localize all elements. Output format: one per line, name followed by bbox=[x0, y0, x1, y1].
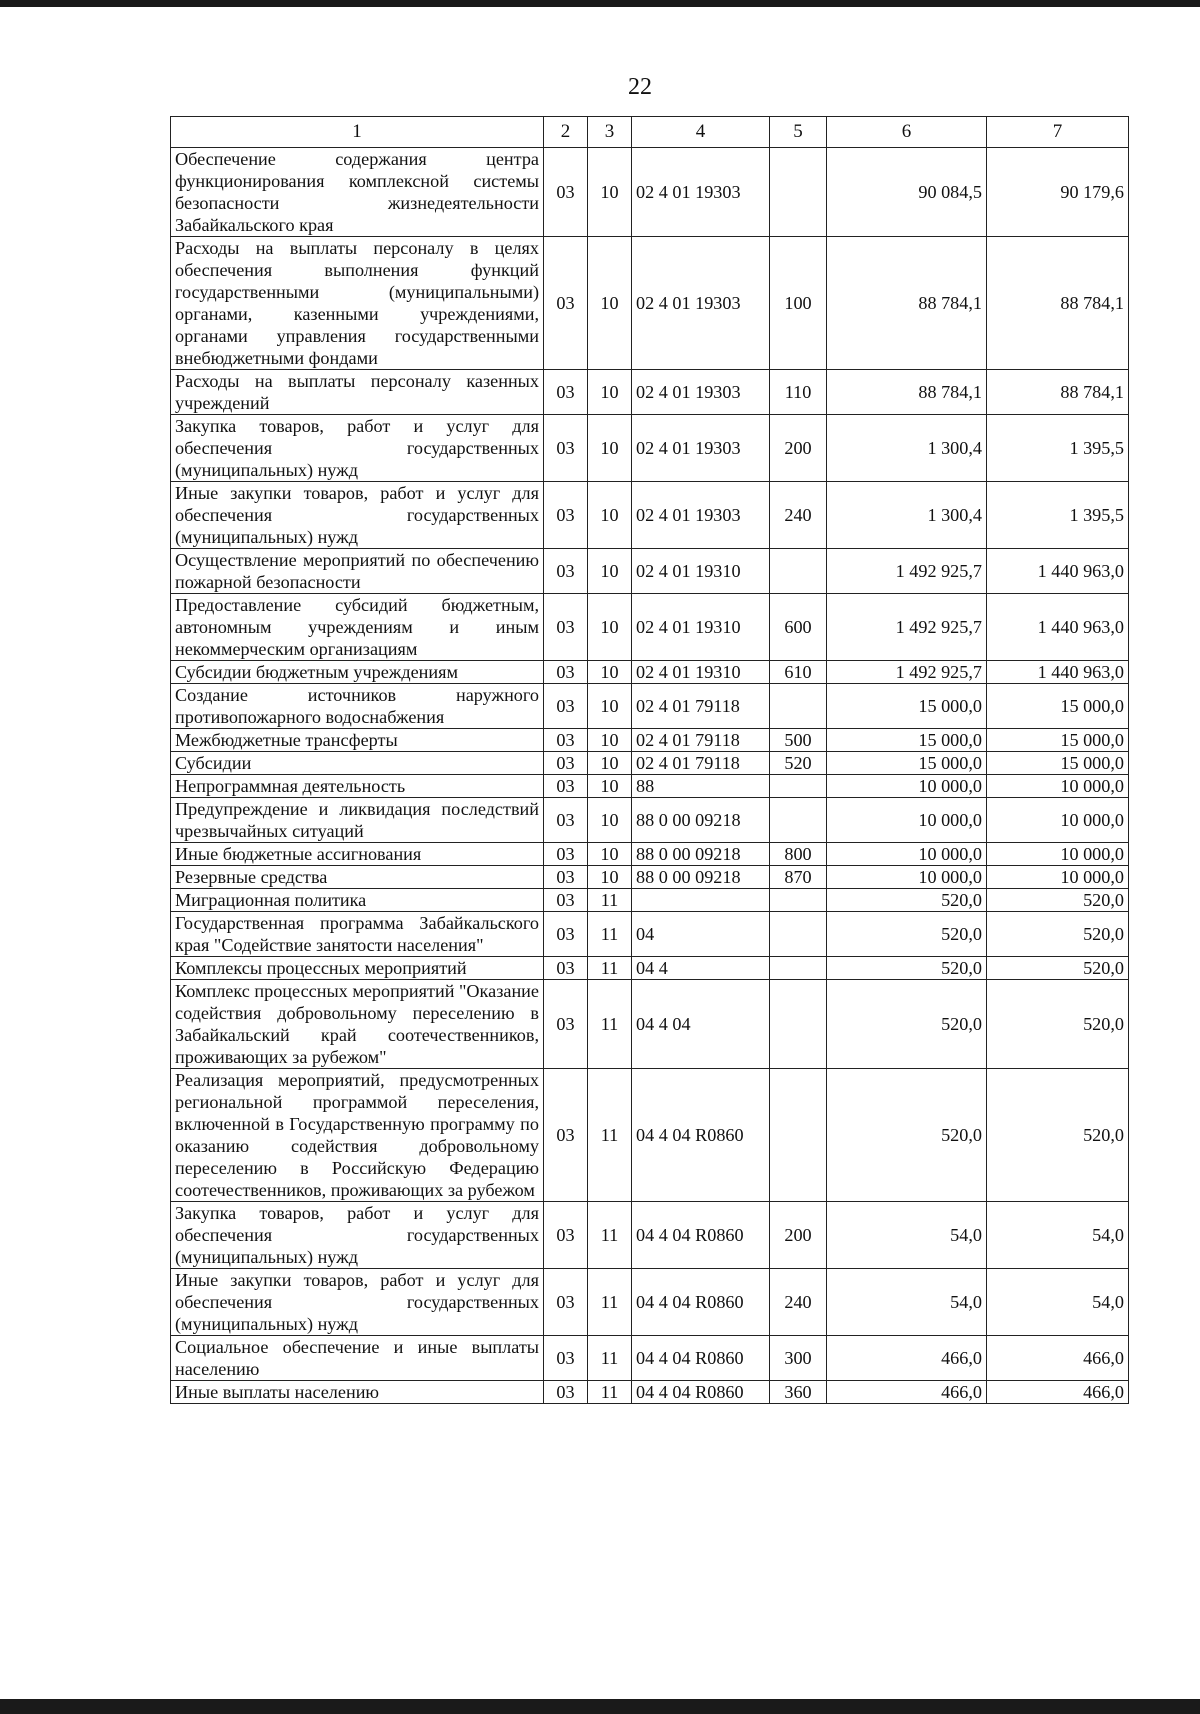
expense-type-code: 800 bbox=[770, 843, 827, 866]
row-description: Иные бюджетные ассигнования bbox=[171, 843, 544, 866]
section-code: 03 bbox=[544, 912, 588, 957]
column-header: 3 bbox=[588, 117, 632, 148]
row-description: Создание источников наружного противопожарного водоснабжения bbox=[171, 684, 544, 729]
section-code: 03 bbox=[544, 1269, 588, 1336]
subsection-code: 11 bbox=[588, 1336, 632, 1381]
table-row bbox=[171, 752, 1129, 775]
expense-type-code: 610 bbox=[770, 661, 827, 684]
expense-type-code: 240 bbox=[770, 482, 827, 549]
column-header: 4 bbox=[632, 117, 770, 148]
amount-year-2: 88 784,1 bbox=[987, 370, 1129, 415]
table-row bbox=[171, 980, 1129, 1069]
amount-year-1: 15 000,0 bbox=[827, 752, 987, 775]
table-row bbox=[171, 237, 1129, 370]
amount-year-2: 466,0 bbox=[987, 1336, 1129, 1381]
target-article-code: 04 bbox=[632, 912, 770, 957]
amount-year-2: 520,0 bbox=[987, 980, 1129, 1069]
budget-table bbox=[170, 116, 1129, 1404]
subsection-code: 11 bbox=[588, 1202, 632, 1269]
row-description: Государственная программа Забайкальского края "Содействие занятости населения" bbox=[171, 912, 544, 957]
subsection-code: 10 bbox=[588, 798, 632, 843]
table-row bbox=[171, 661, 1129, 684]
row-description: Иные закупки товаров, работ и услуг для обеспечения государственных (муниципальных) нужд bbox=[171, 1269, 544, 1336]
row-description: Предупреждение и ликвидация последствий чрезвычайных ситуаций bbox=[171, 798, 544, 843]
section-code: 03 bbox=[544, 549, 588, 594]
subsection-code: 10 bbox=[588, 752, 632, 775]
amount-year-2: 520,0 bbox=[987, 889, 1129, 912]
amount-year-2: 15 000,0 bbox=[987, 729, 1129, 752]
expense-type-code bbox=[770, 549, 827, 594]
subsection-code: 10 bbox=[588, 684, 632, 729]
subsection-code: 10 bbox=[588, 775, 632, 798]
expense-type-code: 200 bbox=[770, 1202, 827, 1269]
expense-type-code bbox=[770, 980, 827, 1069]
section-code: 03 bbox=[544, 1202, 588, 1269]
amount-year-1: 1 492 925,7 bbox=[827, 549, 987, 594]
subsection-code: 10 bbox=[588, 482, 632, 549]
amount-year-1: 466,0 bbox=[827, 1381, 987, 1404]
row-description: Расходы на выплаты персоналу в целях обеспечения выполнения функций государственными (муниципальными) органами, казенными учреждениями, органами управления государственными внебюджетными фондами bbox=[171, 237, 544, 370]
amount-year-2: 10 000,0 bbox=[987, 775, 1129, 798]
table-row bbox=[171, 912, 1129, 957]
amount-year-2: 90 179,6 bbox=[987, 148, 1129, 237]
row-description: Миграционная политика bbox=[171, 889, 544, 912]
amount-year-1: 1 492 925,7 bbox=[827, 594, 987, 661]
amount-year-1: 54,0 bbox=[827, 1269, 987, 1336]
target-article-code: 04 4 04 bbox=[632, 980, 770, 1069]
amount-year-1: 10 000,0 bbox=[827, 866, 987, 889]
table-row bbox=[171, 1336, 1129, 1381]
table-row bbox=[171, 482, 1129, 549]
target-article-code: 04 4 04 R0860 bbox=[632, 1069, 770, 1202]
target-article-code: 02 4 01 19303 bbox=[632, 148, 770, 237]
column-header-row bbox=[171, 117, 1129, 148]
section-code: 03 bbox=[544, 843, 588, 866]
amount-year-2: 1 395,5 bbox=[987, 415, 1129, 482]
amount-year-2: 466,0 bbox=[987, 1381, 1129, 1404]
amount-year-2: 10 000,0 bbox=[987, 843, 1129, 866]
row-description: Субсидии бюджетным учреждениям bbox=[171, 661, 544, 684]
expense-type-code: 520 bbox=[770, 752, 827, 775]
expense-type-code: 240 bbox=[770, 1269, 827, 1336]
expense-type-code bbox=[770, 889, 827, 912]
subsection-code: 11 bbox=[588, 957, 632, 980]
column-header: 5 bbox=[770, 117, 827, 148]
target-article-code: 02 4 01 19310 bbox=[632, 661, 770, 684]
row-description: Закупка товаров, работ и услуг для обеспечения государственных (муниципальных) нужд bbox=[171, 1202, 544, 1269]
row-description: Комплекс процессных мероприятий "Оказание содействия добровольному переселению в Забайкальский край соотечественников, проживающих за рубежом" bbox=[171, 980, 544, 1069]
target-article-code: 88 0 00 09218 bbox=[632, 798, 770, 843]
table-row bbox=[171, 549, 1129, 594]
column-header: 1 bbox=[171, 117, 544, 148]
subsection-code: 10 bbox=[588, 729, 632, 752]
section-code: 03 bbox=[544, 729, 588, 752]
section-code: 03 bbox=[544, 775, 588, 798]
row-description: Реализация мероприятий, предусмотренных региональной программой переселения, включенной в Государственную программу по оказанию содействия добровольному переселению в Российскую Федерацию соотечественников, проживающих за рубежом bbox=[171, 1069, 544, 1202]
amount-year-1: 466,0 bbox=[827, 1336, 987, 1381]
table-row bbox=[171, 594, 1129, 661]
amount-year-2: 10 000,0 bbox=[987, 798, 1129, 843]
expense-type-code: 360 bbox=[770, 1381, 827, 1404]
section-code: 03 bbox=[544, 661, 588, 684]
section-code: 03 bbox=[544, 594, 588, 661]
expense-type-code bbox=[770, 912, 827, 957]
amount-year-2: 520,0 bbox=[987, 1069, 1129, 1202]
row-description: Расходы на выплаты персоналу казенных учреждений bbox=[171, 370, 544, 415]
row-description: Иные выплаты населению bbox=[171, 1381, 544, 1404]
expense-type-code: 100 bbox=[770, 237, 827, 370]
target-article-code: 02 4 01 19310 bbox=[632, 594, 770, 661]
subsection-code: 11 bbox=[588, 1069, 632, 1202]
section-code: 03 bbox=[544, 148, 588, 237]
subsection-code: 11 bbox=[588, 889, 632, 912]
row-description: Субсидии bbox=[171, 752, 544, 775]
row-description: Иные закупки товаров, работ и услуг для обеспечения государственных (муниципальных) нужд bbox=[171, 482, 544, 549]
column-header: 6 bbox=[827, 117, 987, 148]
section-code: 03 bbox=[544, 957, 588, 980]
expense-type-code: 600 bbox=[770, 594, 827, 661]
target-article-code: 04 4 04 R0860 bbox=[632, 1381, 770, 1404]
section-code: 03 bbox=[544, 798, 588, 843]
section-code: 03 bbox=[544, 684, 588, 729]
amount-year-2: 15 000,0 bbox=[987, 752, 1129, 775]
target-article-code: 04 4 04 R0860 bbox=[632, 1202, 770, 1269]
subsection-code: 10 bbox=[588, 594, 632, 661]
subsection-code: 10 bbox=[588, 661, 632, 684]
expense-type-code bbox=[770, 684, 827, 729]
table-row bbox=[171, 1381, 1129, 1404]
table-row bbox=[171, 957, 1129, 980]
table-row bbox=[171, 889, 1129, 912]
amount-year-1: 520,0 bbox=[827, 1069, 987, 1202]
expense-type-code: 110 bbox=[770, 370, 827, 415]
table-row bbox=[171, 798, 1129, 843]
target-article-code: 02 4 01 19310 bbox=[632, 549, 770, 594]
section-code: 03 bbox=[544, 482, 588, 549]
expense-type-code bbox=[770, 957, 827, 980]
amount-year-2: 1 440 963,0 bbox=[987, 549, 1129, 594]
subsection-code: 11 bbox=[588, 980, 632, 1069]
expense-type-code: 500 bbox=[770, 729, 827, 752]
amount-year-1: 54,0 bbox=[827, 1202, 987, 1269]
row-description: Межбюджетные трансферты bbox=[171, 729, 544, 752]
target-article-code: 04 4 bbox=[632, 957, 770, 980]
amount-year-1: 1 492 925,7 bbox=[827, 661, 987, 684]
section-code: 03 bbox=[544, 980, 588, 1069]
scan-top-border bbox=[0, 0, 1200, 7]
target-article-code: 88 0 00 09218 bbox=[632, 843, 770, 866]
amount-year-1: 15 000,0 bbox=[827, 684, 987, 729]
amount-year-1: 88 784,1 bbox=[827, 370, 987, 415]
row-description: Закупка товаров, работ и услуг для обеспечения государственных (муниципальных) нужд bbox=[171, 415, 544, 482]
amount-year-1: 520,0 bbox=[827, 980, 987, 1069]
column-header: 2 bbox=[544, 117, 588, 148]
target-article-code: 04 4 04 R0860 bbox=[632, 1336, 770, 1381]
amount-year-2: 520,0 bbox=[987, 912, 1129, 957]
subsection-code: 11 bbox=[588, 1269, 632, 1336]
section-code: 03 bbox=[544, 237, 588, 370]
scan-bottom-border bbox=[0, 1699, 1200, 1714]
amount-year-1: 10 000,0 bbox=[827, 798, 987, 843]
subsection-code: 10 bbox=[588, 370, 632, 415]
subsection-code: 11 bbox=[588, 1381, 632, 1404]
table-row bbox=[171, 866, 1129, 889]
table-row bbox=[171, 775, 1129, 798]
section-code: 03 bbox=[544, 1381, 588, 1404]
table-row bbox=[171, 148, 1129, 237]
table-body bbox=[171, 148, 1129, 1404]
target-article-code: 02 4 01 19303 bbox=[632, 237, 770, 370]
table-row bbox=[171, 684, 1129, 729]
amount-year-2: 10 000,0 bbox=[987, 866, 1129, 889]
expense-type-code: 200 bbox=[770, 415, 827, 482]
section-code: 03 bbox=[544, 370, 588, 415]
subsection-code: 10 bbox=[588, 866, 632, 889]
section-code: 03 bbox=[544, 415, 588, 482]
row-description: Комплексы процессных мероприятий bbox=[171, 957, 544, 980]
target-article-code: 02 4 01 79118 bbox=[632, 752, 770, 775]
table-row bbox=[171, 843, 1129, 866]
amount-year-1: 520,0 bbox=[827, 957, 987, 980]
amount-year-2: 520,0 bbox=[987, 957, 1129, 980]
target-article-code: 02 4 01 79118 bbox=[632, 684, 770, 729]
target-article-code: 02 4 01 79118 bbox=[632, 729, 770, 752]
row-description: Резервные средства bbox=[171, 866, 544, 889]
page-number: 22 bbox=[628, 74, 652, 100]
subsection-code: 11 bbox=[588, 912, 632, 957]
row-description: Осуществление мероприятий по обеспечению пожарной безопасности bbox=[171, 549, 544, 594]
row-description: Предоставление субсидий бюджетным, автономным учреждениям и иным некоммерческим организациям bbox=[171, 594, 544, 661]
table-row bbox=[171, 729, 1129, 752]
subsection-code: 10 bbox=[588, 148, 632, 237]
section-code: 03 bbox=[544, 1336, 588, 1381]
table-row bbox=[171, 415, 1129, 482]
table-row bbox=[171, 370, 1129, 415]
amount-year-2: 1 440 963,0 bbox=[987, 594, 1129, 661]
section-code: 03 bbox=[544, 889, 588, 912]
amount-year-2: 1 440 963,0 bbox=[987, 661, 1129, 684]
expense-type-code bbox=[770, 1069, 827, 1202]
amount-year-1: 88 784,1 bbox=[827, 237, 987, 370]
amount-year-2: 54,0 bbox=[987, 1269, 1129, 1336]
subsection-code: 10 bbox=[588, 549, 632, 594]
subsection-code: 10 bbox=[588, 237, 632, 370]
section-code: 03 bbox=[544, 752, 588, 775]
amount-year-2: 15 000,0 bbox=[987, 684, 1129, 729]
amount-year-1: 520,0 bbox=[827, 889, 987, 912]
target-article-code: 02 4 01 19303 bbox=[632, 370, 770, 415]
target-article-code bbox=[632, 889, 770, 912]
amount-year-1: 90 084,5 bbox=[827, 148, 987, 237]
section-code: 03 bbox=[544, 1069, 588, 1202]
target-article-code: 04 4 04 R0860 bbox=[632, 1269, 770, 1336]
amount-year-1: 520,0 bbox=[827, 912, 987, 957]
expense-type-code bbox=[770, 148, 827, 237]
target-article-code: 88 0 00 09218 bbox=[632, 866, 770, 889]
row-description: Непрограммная деятельность bbox=[171, 775, 544, 798]
column-header: 7 bbox=[987, 117, 1129, 148]
amount-year-1: 1 300,4 bbox=[827, 482, 987, 549]
subsection-code: 10 bbox=[588, 415, 632, 482]
amount-year-1: 10 000,0 bbox=[827, 843, 987, 866]
subsection-code: 10 bbox=[588, 843, 632, 866]
target-article-code: 02 4 01 19303 bbox=[632, 415, 770, 482]
amount-year-1: 15 000,0 bbox=[827, 729, 987, 752]
section-code: 03 bbox=[544, 866, 588, 889]
amount-year-1: 10 000,0 bbox=[827, 775, 987, 798]
row-description: Социальное обеспечение и иные выплаты населению bbox=[171, 1336, 544, 1381]
table-row bbox=[171, 1069, 1129, 1202]
target-article-code: 02 4 01 19303 bbox=[632, 482, 770, 549]
expense-type-code bbox=[770, 775, 827, 798]
target-article-code: 88 bbox=[632, 775, 770, 798]
table-row bbox=[171, 1202, 1129, 1269]
expense-type-code: 300 bbox=[770, 1336, 827, 1381]
amount-year-2: 54,0 bbox=[987, 1202, 1129, 1269]
amount-year-2: 1 395,5 bbox=[987, 482, 1129, 549]
expense-type-code: 870 bbox=[770, 866, 827, 889]
expense-type-code bbox=[770, 798, 827, 843]
amount-year-2: 88 784,1 bbox=[987, 237, 1129, 370]
row-description: Обеспечение содержания центра функционирования комплексной системы безопасности жизнедеятельности Забайкальского края bbox=[171, 148, 544, 237]
table-row bbox=[171, 1269, 1129, 1336]
amount-year-1: 1 300,4 bbox=[827, 415, 987, 482]
